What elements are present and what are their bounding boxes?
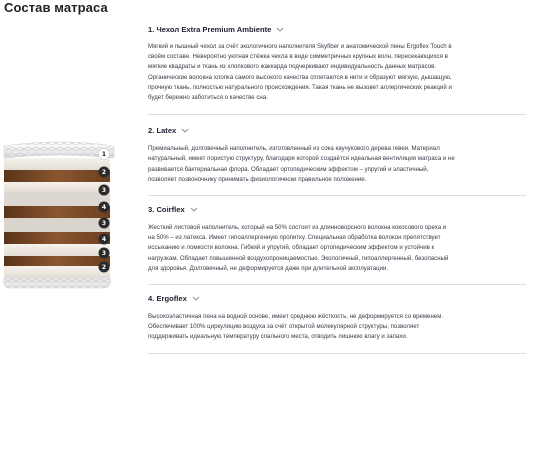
section-coirflex <box>148 202 526 274</box>
layer-badge <box>99 218 110 229</box>
text-line: Мягкий и пышный чехол за счёт экологичного наполнителя Skyfiber и анатомической пены Ergoflex Touch в <box>148 43 452 50</box>
layer-badge <box>99 248 110 259</box>
section-divider <box>148 353 526 354</box>
text-line: развивается бактериальная флора. Обладает ортопедическим эффектом – упругий и эластичный, <box>148 165 429 173</box>
section-divider <box>148 114 526 115</box>
text-line: прочную ткань, полностью натурального происхождения. Такая ткань не вызовет аллергических реакций и <box>148 83 452 91</box>
layer-badge <box>99 149 110 160</box>
section-header[interactable] <box>148 202 526 216</box>
text-line: своём составе. Невероятно уютная стёжка чехла в виде симметричных крупных волн, пересекающихся в <box>148 53 448 61</box>
section-divider <box>148 195 526 196</box>
page-title: Состав матраса <box>4 0 108 15</box>
section-description <box>148 223 526 274</box>
text-line: Обеспечивает 100% циркуляцию воздуха за счёт открытой молекулярной структуры, позволяет <box>148 323 420 331</box>
section-divider <box>148 284 526 285</box>
section-cover <box>148 22 526 103</box>
text-line: Жесткий листовой наполнитель, который на 50% состоит из длинноворсного волокна кокосового ореха и <box>148 224 447 232</box>
text-line: поддерживать идеальную температуру спального места, отводить лишнюю влагу и запахи. <box>148 333 408 341</box>
section-latex <box>148 123 526 185</box>
section-header[interactable] <box>148 291 526 305</box>
svg-text:3: 3 <box>101 187 107 195</box>
svg-text:3: 3 <box>101 220 107 228</box>
text-line: Органические волокна хлопка самого высокого качества сплетаются в нити и образуют мягкую, дышащую, <box>148 73 452 81</box>
chevron-down-icon[interactable] <box>190 205 199 214</box>
layer-badge <box>99 202 110 213</box>
section-header[interactable] <box>148 22 526 36</box>
section-description <box>148 312 526 343</box>
section-heading: 1. Чехол Extra Premium Ambiente <box>148 24 272 34</box>
layer-badge <box>99 185 110 196</box>
text-line: на 50% – из латекса. Имеет гипоаллергенную пропитку. Специальная обработка волокон препятствует <box>148 234 441 242</box>
text-line: мягкие квадраты и ткань из хлопкового жаккарда подчеркивают индивидуальность данных матрасов. <box>148 63 437 71</box>
text-line: Премиальный, долговечный наполнитель, изготовленный из сока каучукового дерева гевеи. Материал <box>148 145 440 153</box>
svg-text:4: 4 <box>101 204 107 212</box>
mattress-cross-section <box>0 140 118 290</box>
svg-text:1: 1 <box>101 151 107 159</box>
composition-accordion <box>148 22 526 354</box>
text-line: для здоровья. Долговечный, не деформируется даже при длительной эксплуатации. <box>148 264 389 272</box>
section-heading: 3. Coirflex <box>148 204 185 214</box>
section-heading: 4. Ergoflex <box>148 293 187 303</box>
section-header[interactable] <box>148 123 526 137</box>
svg-text:2: 2 <box>101 264 107 272</box>
section-description <box>148 144 526 185</box>
section-description <box>148 42 526 103</box>
text-line: нагрузкам. Обладает повышенной воздухопроницаемостью. Экологичный, гипоаллергенный, безопасный <box>148 254 449 262</box>
chevron-down-icon[interactable] <box>192 294 201 303</box>
chevron-down-icon[interactable] <box>181 126 190 135</box>
text-line: Высокоэластичная пена на водной основе, имеет среднюю жёсткость, не деформируется со временем. <box>148 313 444 321</box>
section-ergoflex <box>148 291 526 343</box>
svg-text:4: 4 <box>101 236 107 244</box>
layer-badge <box>99 262 110 273</box>
layer-badge <box>99 167 110 178</box>
section-heading: 2. Latex <box>148 125 177 135</box>
chevron-down-icon[interactable] <box>276 25 285 34</box>
svg-text:2: 2 <box>101 169 107 177</box>
text-line: иссыханию и ломкости волокна. Гибкий и упругий, обладает ортопедическим эффектом и устойчив к <box>148 244 435 252</box>
layer-badge <box>99 234 110 245</box>
text-line: натуральный, имеет пористую структуру, благодаря которой создаётся идеальная вентиляция матраса и не <box>148 155 455 163</box>
svg-text:3: 3 <box>101 250 107 258</box>
text-line: будет бережно заботиться о качестве сна. <box>148 94 268 102</box>
text-line: позволяет позвоночнику принимать физиологически правильное положение. <box>148 175 367 183</box>
